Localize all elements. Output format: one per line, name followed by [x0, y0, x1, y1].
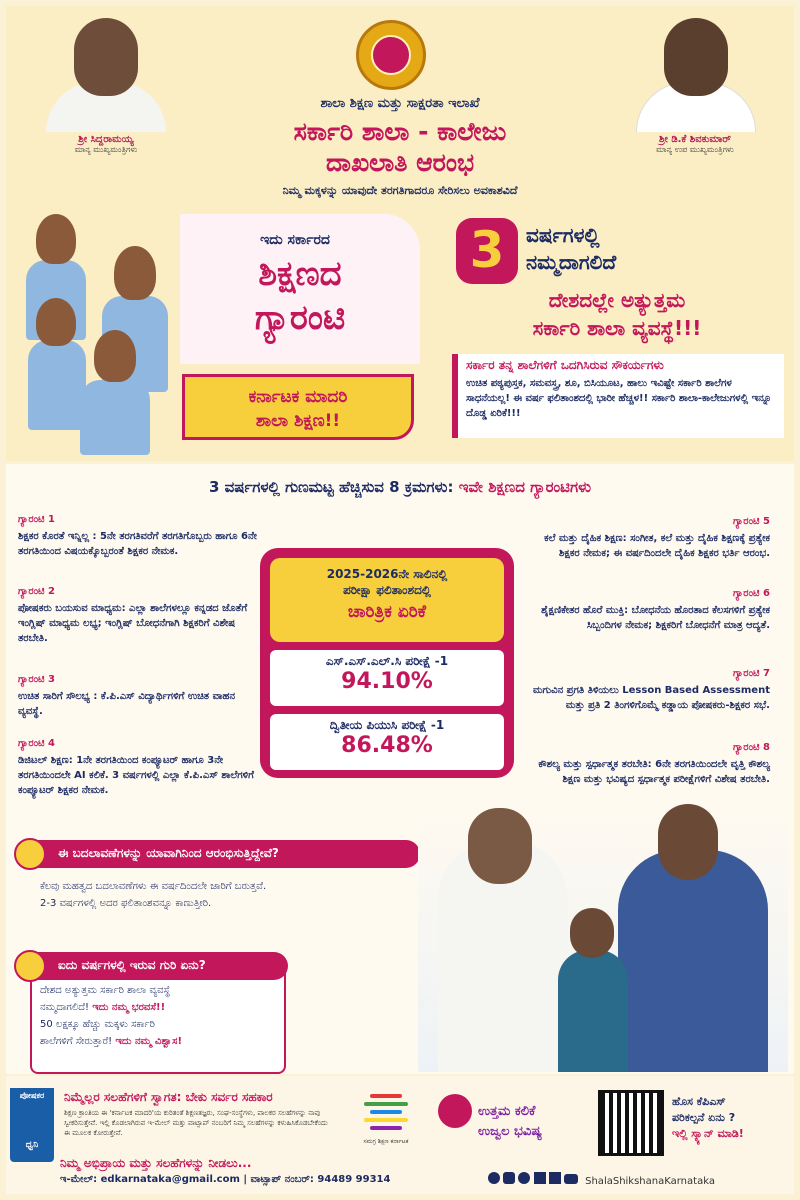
parents-voice-label-bottom: ಧ್ವನಿ — [25, 1140, 39, 1150]
guarantee-item-8: ಗ್ಯಾರಂಟಿ 8 ಕೌಶಲ್ಯ ಮತ್ತು ಸ್ಪರ್ಧಾತ್ಮಕ ತರಬೇತಿ: 6ನೇ ತರಗತಿಯಿಂದಲೇ ವೃತ್ತಿ ಕೌಶಲ್ಯ ಶಿಕ್ಷಣ ಮತ್ತು ಭವಿಷ್ಯದ ಸ್ಪರ್ಧಾತ್ಮಕ ಪರೀಕ್ಷೆಗಳಿಗೆ ವಿಶೇಷ ತರಬೇತಿ. — [538, 742, 770, 785]
threads-icon[interactable] — [518, 1172, 530, 1184]
karnataka-model-badge: ಕರ್ನಾಟಕ ಮಾದರಿ ಶಾಲಾ ಶಿಕ್ಷಣ!! — [182, 374, 414, 440]
three-number: 3 — [456, 218, 518, 284]
department-name: ಶಾಲಾ ಶಿಕ್ಷಣ ಮತ್ತು ಸಾಕ್ಷರತಾ ಇಲಾಖೆ — [320, 96, 480, 111]
steps-title: 3 ವರ್ಷಗಳಲ್ಲಿ ಗುಣಮಟ್ಟ ಹೆಚ್ಚಿಸುವ 8 ಕ್ರಮಗಳು: ಇವೇ ಶಿಕ್ಷಣದ ಗ್ಯಾರಂಟಿಗಳು — [209, 478, 591, 496]
facebook-icon[interactable] — [488, 1172, 500, 1184]
left-person-caption: ಶ್ರೀ ಸಿದ್ದರಾಮಯ್ಯ ಮಾನ್ಯ ಮುಖ್ಯಮಂತ್ರಿಗಳು — [74, 134, 138, 154]
question-2-bullet — [14, 950, 46, 982]
best-system-tagline: ದೇಶದಲ್ಲೇ ಅತ್ಯುತ್ತಮ ಸರ್ಕಾರಿ ಶಾಲಾ ವ್ಯವಸ್ಥೆ!!! — [532, 288, 702, 340]
deputy-cm-portrait — [626, 12, 766, 132]
main-headline: ಸರ್ಕಾರಿ ಶಾಲಾ - ಕಾಲೇಜು ದಾಖಲಾತಿ ಆರಂಭ — [293, 117, 507, 177]
graduation-cap-icon — [438, 1094, 472, 1128]
guarantee-item-4: ಗ್ಯಾರಂಟಿ 4 ಡಿಜಿಟಲ್ ಶಿಕ್ಷಣ: 1ನೇ ತರಗತಿಯಿಂದ ಕಂಪ್ಯೂಟರ್ ಹಾಗೂ 3ನೇ ತರಗತಿಯಿಂದಲೇ AI ಕಲಿಕೆ. 3 ವರ್ಷಗಳಲ್ಲಿ ಎಲ್ಲಾ ಕೆ.ಪಿ.ಎಸ್ ಶಾಲೆಗಳಿಗೆ ಕಂಪ್ಯೂಟರ್ ಶಿಕ್ಷಕರ ನೇಮಕ. — [18, 738, 254, 796]
social-media-row — [488, 1172, 715, 1187]
qr-caption: ಹೊಸ ಕೆಪಿಎಸ್ ಪರಿಕಲ್ಪನೆ ಏನು ? ಇಲ್ಲಿ ಸ್ಕ್ಯಾನ್ ಮಾಡಿ! — [672, 1095, 744, 1140]
results-panel — [260, 548, 514, 778]
samagra-shikshana-logo: ಸಮಗ್ರ ಶಿಕ್ಷಣ ಕರ್ನಾಟಕ — [363, 1138, 409, 1145]
facilities-title: ಸರ್ಕಾರ ತನ್ನ ಶಾಲೆಗಳಿಗೆ ಒದಗಿಸಿರುವ ಸೌಕರ್ಯಗಳು — [466, 358, 664, 372]
guarantee-item-1: ಗ್ಯಾರಂಟಿ 1 ಶಿಕ್ಷಕರ ಕೊರತೆ ಇನ್ನಿಲ್ಲ : 5ನೇ ತರಗತಿವರೆಗೆ ತರಗತಿಗೊಬ್ಬರು ಹಾಗೂ 6ನೇ ತರಗತಿಯಿಂದ ವಿಷಯಕ್ಕೊಬ್ಬರಂತೆ ಶಿಕ್ಷಕರ ನೇಮಕ. — [18, 514, 257, 557]
guarantee-item-2: ಗ್ಯಾರಂಟಿ 2 ಪೋಷಕರು ಬಯಸುವ ಮಾಧ್ಯಮ: ಎಲ್ಲಾ ಶಾಲೆಗಳಲ್ಲೂ ಕನ್ನಡದ ಜೊತೆಗೆ ಇಂಗ್ಲಿಷ್ ಮಾಧ್ಯಮ ಲಭ್ಯ; ಇಂಗ್ಲಿಷ್ ಬೋಧನೆಗಾಗಿ ಶಿಕ್ಷಕರಿಗೆ ವಿಶೇಷ ತರಬೇತಿ. — [18, 586, 248, 644]
right-person-caption: ಶ್ರೀ ಡಿ.ಕೆ ಶಿವಕುಮಾರ್ ಮಾನ್ಯ ಉಪ ಮುಖ್ಯಮಂತ್ರಿಗಳು — [656, 134, 734, 154]
footer-note: ಶಿಕ್ಷಣ ಕ್ರಾಂತಿಯ ಈ 'ಕರ್ನಾಟಕ ಮಾದರಿ'ಯ ಕುರಿತಂತೆ ಶಿಕ್ಷಣತಜ್ಞರು, ಸಂಘ-ಸಂಸ್ಥೆಗಳು, ಪಾಲಕರ ಸಲಹೆಗಳನ್ನು ನಾವು ಸ್ವೀಕರಿಸುತ್ತೇವೆ. ಇಲ್ಲಿ ಕೊಡಲಾಗಿರುವ ಇ-ಮೇಲ್ ಮತ್ತು ವಾಟ್ಸಾಪ್ ನಂಬರಿಗೆ ನಿಮ್ಮ ಸಲಹೆಗಳನ್ನು ಕಳುಹಿಸಿಕೊಡಬೇಕೆಂದು ಈ ಮೂಲಕ ಕೋರುತ್ತೇವೆ. — [64, 1109, 328, 1137]
results-header: 2025-2026ನೇ ಸಾಲಿನಲ್ಲಿ ಪರೀಕ್ಷಾ ಫಲಿತಾಂಶದಲ್ಲಿ ಚಾರಿತ್ರಿಕ ಏರಿಕೆ — [270, 558, 504, 642]
guarantee-item-7: ಗ್ಯಾರಂಟಿ 7 ಮಗುವಿನ ಪ್ರಗತಿ ತಿಳಿಯಲು Lesson Based Assessment ಮತ್ತು ಪ್ರತಿ 2 ತಿಂಗಳಿಗೊಮ್ಮೆ ಕಡ್ಡಾಯ ಪೋಷಕರು-ಶಿಕ್ಷಕರ ಸಭೆ. — [533, 668, 770, 711]
question-1-bar: ಈ ಬದಲಾವಣೆಗಳನ್ನು ಯಾವಾಗಿನಿಂದ ಆರಂಭಿಸುತ್ತಿದ್ದೇವೆ? — [28, 840, 420, 868]
sslc-result: ಎಸ್.ಎಸ್.ಎಲ್.ಸಿ ಪರೀಕ್ಷೆ -1 94.10% — [270, 650, 504, 706]
answer-2: ದೇಶದ ಅತ್ಯುತ್ತಮ ಸರ್ಕಾರಿ ಶಾಲಾ ವ್ಯವಸ್ಥೆ ನಮ್ಮದಾಗಲಿದೆ! ಇದು ನಮ್ಮ ಭರವಸೆ!! 50 ಲಕ್ಷಕ್ಕೂ ಹೆಚ್ಚು ಮಕ್ಕಳು ಸರ್ಕಾರಿ ಶಾಲೆಗಳಿಗೆ ಸೇರುತ್ತಾರೆ! ಇದು ನಮ್ಮ ವಿಶ್ವಾಸ! — [40, 985, 183, 1047]
question-1-bullet — [14, 838, 46, 870]
chief-minister-portrait — [36, 12, 176, 132]
instagram-icon[interactable] — [503, 1172, 515, 1184]
social-handle[interactable]: ShalaShikshanaKarnataka — [585, 1176, 715, 1187]
quality-learning-brand: ಉತ್ತಮ ಕಲಿಕೆ ಉಜ್ವಲ ಭವಿಷ್ಯ — [438, 1090, 578, 1150]
karnataka-emblem-logo — [356, 20, 426, 90]
facilities-box — [452, 354, 784, 438]
youtube-icon[interactable] — [564, 1174, 578, 1184]
guarantee-item-6: ಗ್ಯಾರಂಟಿ 6 ಶೈಕ್ಷಣಿಕೇತರ ಹೊರೆ ಮುಕ್ತಿ: ಬೋಧನೆಯ ಹೊರತಾದ ಕೆಲಸಗಳಿಗೆ ಪ್ರತ್ಯೇಕ ಸಿಬ್ಬಂದಿಗಳ ನೇಮಕ; ಶಿಕ್ಷಕರಿಗೆ ಬೋಧನೆಗೆ ಮಾತ್ರ ಆದ್ಯತೆ. — [541, 588, 770, 631]
students-photo — [22, 200, 172, 455]
x-icon[interactable] — [549, 1172, 561, 1184]
question-2-bar: ಐದು ವರ್ಷಗಳಲ್ಲಿ ಇರುವ ಗುರಿ ಏನು? — [28, 952, 288, 980]
facilities-text: ಉಚಿತ ಪಠ್ಯಪುಸ್ತಕ, ಸಮವಸ್ತ್ರ, ಶೂ, ಬಿಸಿಯೂಟ, ಹಾಲು ಇವಿಷ್ಟೇ ಸರ್ಕಾರಿ ಶಾಲೆಗಳ ಸಾಧನೆಯಲ್ಲ! ಈ ವರ್ಷ ಫಲಿತಾಂಶದಲ್ಲಿ ಭಾರೀ ಹೆಚ್ಚಳ!! ಸರ್ಕಾರಿ ಶಾಲಾ-ಕಾಲೇಜುಗಳಲ್ಲಿ ಇನ್ನೂ ದೊಡ್ಡ ಏರಿಕೆ!!! — [466, 378, 772, 419]
puc-result: ದ್ವಿತೀಯ ಪಿಯುಸಿ ಪರೀಕ್ಷೆ -1 86.48% — [270, 714, 504, 770]
linkedin-icon[interactable] — [534, 1172, 546, 1184]
event-photo — [418, 800, 788, 1072]
contact-info: ಇ-ಮೇಲ್: edkarnataka@gmail.com | ವಾಟ್ಸಾಪ್ ನಂಬರ್: 94489 99314 — [60, 1174, 391, 1185]
footer-welcome: ನಿಮ್ಮೆಲ್ಲರ ಸಲಹೆಗಳಿಗೆ ಸ್ವಾಗತ: ಬೇಕು ಸರ್ವರ ಸಹಕಾರ — [64, 1090, 273, 1104]
parents-voice-label: ಪೋಷಕರ — [10, 1088, 54, 1104]
guarantee-item-5: ಗ್ಯಾರಂಟಿ 5 ಕಲೆ ಮತ್ತು ದೈಹಿಕ ಶಿಕ್ಷಣ: ಸಂಗೀತ, ಕಲೆ ಮತ್ತು ದೈಹಿಕ ಶಿಕ್ಷಣಕ್ಕೆ ಪ್ರತ್ಯೇಕ ಶಿಕ್ಷಕರ ನೇಮಕ; ಈ ವರ್ಷದಿಂದಲೇ ದೈಹಿಕ ಶಿಕ್ಷಕರ ಭರ್ತಿ ಆರಂಭ. — [544, 516, 770, 559]
guarantee-item-3: ಗ್ಯಾರಂಟಿ 3 ಉಚಿತ ಸಾರಿಗೆ ಸೌಲಭ್ಯ : ಕೆ.ಪಿ.ಎಸ್ ವಿದ್ಯಾರ್ಥಿಗಳಿಗೆ ಉಚಿತ ವಾಹನ ವ್ಯವಸ್ಥೆ. — [18, 674, 236, 717]
guarantee-title: ಶಿಕ್ಷಣದ ಗ್ಯಾರಂಟಿ — [254, 254, 346, 338]
qr-code[interactable] — [598, 1090, 664, 1156]
subheadline: ನಿಮ್ಮ ಮಕ್ಕಳನ್ನು ಯಾವುದೇ ತರಗತಿಗಾದರೂ ಸೇರಿಸಲು ಅವಕಾಶವಿದೆ — [282, 184, 518, 197]
feedback-title: ನಿಮ್ಮ ಅಭಿಪ್ರಾಯ ಮತ್ತು ಸಲಹೆಗಳನ್ನು ನೀಡಲು... — [60, 1156, 252, 1170]
guarantee-pre: ಇದು ಸರ್ಕಾರದ — [260, 232, 330, 248]
answer-1: ಕೆಲವು ಮಹತ್ವದ ಬದಲಾವಣೆಗಳು ಈ ವರ್ಷದಿಂದಲೇ ಜಾರಿಗೆ ಬರುತ್ತವೆ. 2-3 ವರ್ಷಗಳಲ್ಲಿ ಅದರ ಫಲಿತಾಂಶವನ್ನೂ ಕಾಣುತ್ತೀರಿ. — [40, 881, 267, 909]
three-years-text: ವರ್ಷಗಳಲ್ಲಿ ನಮ್ಮದಾಗಲಿದೆ — [526, 223, 617, 274]
